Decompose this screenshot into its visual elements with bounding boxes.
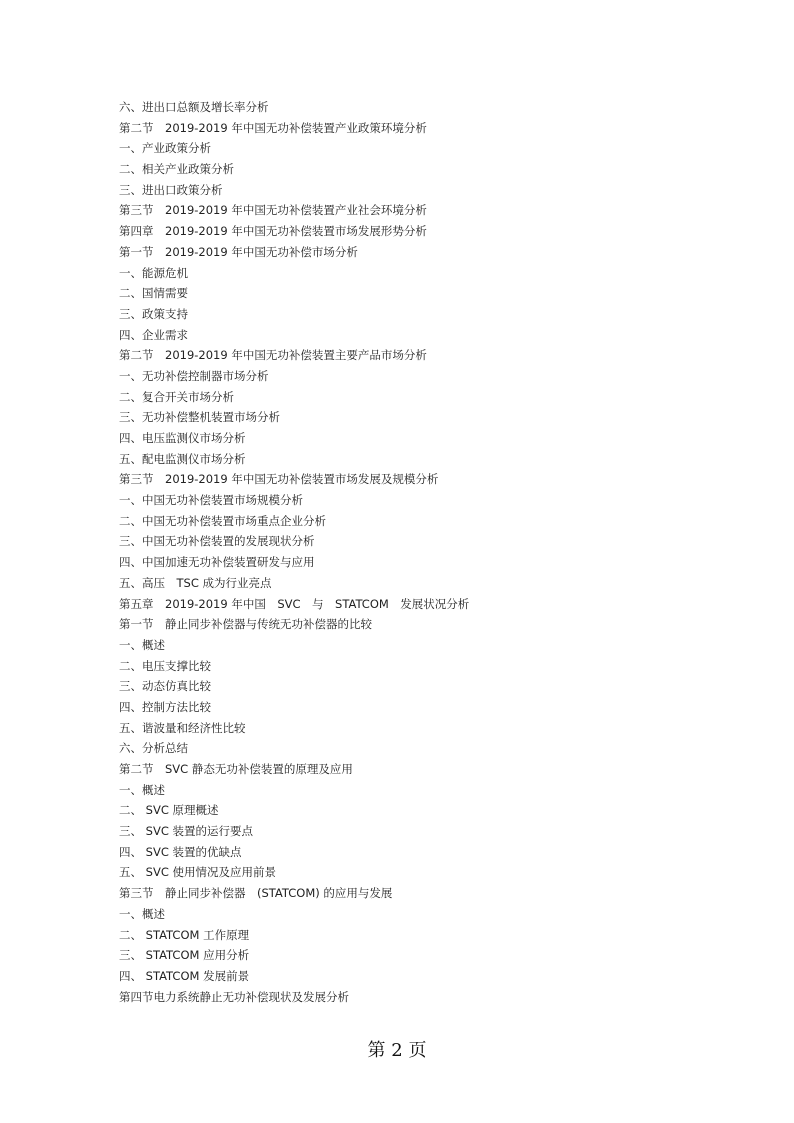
toc-line: 三、 STATCOM 应用分析 (119, 948, 250, 963)
toc-line: 一、中国无功补偿装置市场规模分析 (119, 493, 303, 508)
toc-line: 六、进出口总额及增长率分析 (119, 100, 269, 114)
toc-line: 三、中国无功补偿装置的发展现状分析 (119, 534, 315, 549)
toc-line: 二、中国无功补偿装置市场重点企业分析 (119, 513, 326, 528)
toc-line: 一、能源危机 (119, 265, 188, 280)
toc-line: 一、概述 (119, 782, 165, 797)
toc-line: 第四节电力系统静止无功补偿现状及发展分析 (119, 989, 349, 1004)
toc-line: 二、复合开关市场分析 (119, 389, 234, 404)
toc-line: 一、概述 (119, 906, 165, 921)
toc-line: 第三节 2019-2019 年中国无功补偿装置产业社会环境分析 (119, 203, 427, 218)
toc-line: 一、概述 (119, 637, 165, 652)
toc-line: 第三节 静止同步补偿器 (STATCOM) 的应用与发展 (119, 886, 393, 901)
page-number: 第 2 页 (367, 1040, 427, 1061)
toc-line: 第二节 2019-2019 年中国无功补偿装置产业政策环境分析 (119, 120, 427, 135)
toc-line: 五、配电监测仪市场分析 (119, 451, 246, 466)
toc-line: 三、政策支持 (119, 306, 188, 321)
toc-line: 一、无功补偿控制器市场分析 (119, 368, 269, 383)
toc-line: 第一节 2019-2019 年中国无功补偿市场分析 (119, 244, 358, 259)
toc-line: 第四章 2019-2019 年中国无功补偿装置市场发展形势分析 (119, 224, 427, 239)
toc-line: 二、 STATCOM 工作原理 (119, 927, 250, 942)
toc-line: 第五章 2019-2019 年中国 SVC 与 STATCOM 发展状况分析 (119, 596, 470, 611)
toc-line: 二、国情需要 (119, 286, 188, 301)
toc-line: 四、中国加速无功补偿装置研发与应用 (119, 555, 315, 570)
toc-line: 五、 SVC 使用情况及应用前景 (119, 865, 277, 880)
toc-line: 四、 STATCOM 发展前景 (119, 968, 250, 983)
table-of-contents (119, 97, 679, 1007)
toc-line: 三、动态仿真比较 (119, 679, 211, 694)
toc-line: 三、进出口政策分析 (119, 182, 223, 197)
toc-line: 二、相关产业政策分析 (119, 162, 234, 177)
toc-line: 五、高压 TSC 成为行业亮点 (119, 575, 272, 590)
toc-line: 三、 SVC 装置的运行要点 (119, 824, 254, 839)
toc-line: 二、 SVC 原理概述 (119, 803, 219, 818)
toc-line: 五、谐波量和经济性比较 (119, 720, 246, 735)
toc-line: 一、产业政策分析 (119, 141, 211, 156)
toc-line: 二、电压支撑比较 (119, 658, 211, 673)
toc-line: 第一节 静止同步补偿器与传统无功补偿器的比较 (119, 617, 372, 632)
toc-line: 四、 SVC 装置的优缺点 (119, 844, 242, 859)
toc-line: 第三节 2019-2019 年中国无功补偿装置市场发展及规模分析 (119, 472, 439, 487)
toc-line: 四、企业需求 (119, 327, 188, 342)
toc-line: 第二节 2019-2019 年中国无功补偿装置主要产品市场分析 (119, 348, 427, 363)
toc-line: 四、控制方法比较 (119, 699, 211, 714)
toc-line: 第二节 SVC 静态无功补偿装置的原理及应用 (119, 762, 353, 776)
toc-line: 四、电压监测仪市场分析 (119, 431, 246, 445)
toc-line: 六、分析总结 (119, 741, 188, 756)
toc-line: 三、无功补偿整机装置市场分析 (119, 410, 280, 425)
